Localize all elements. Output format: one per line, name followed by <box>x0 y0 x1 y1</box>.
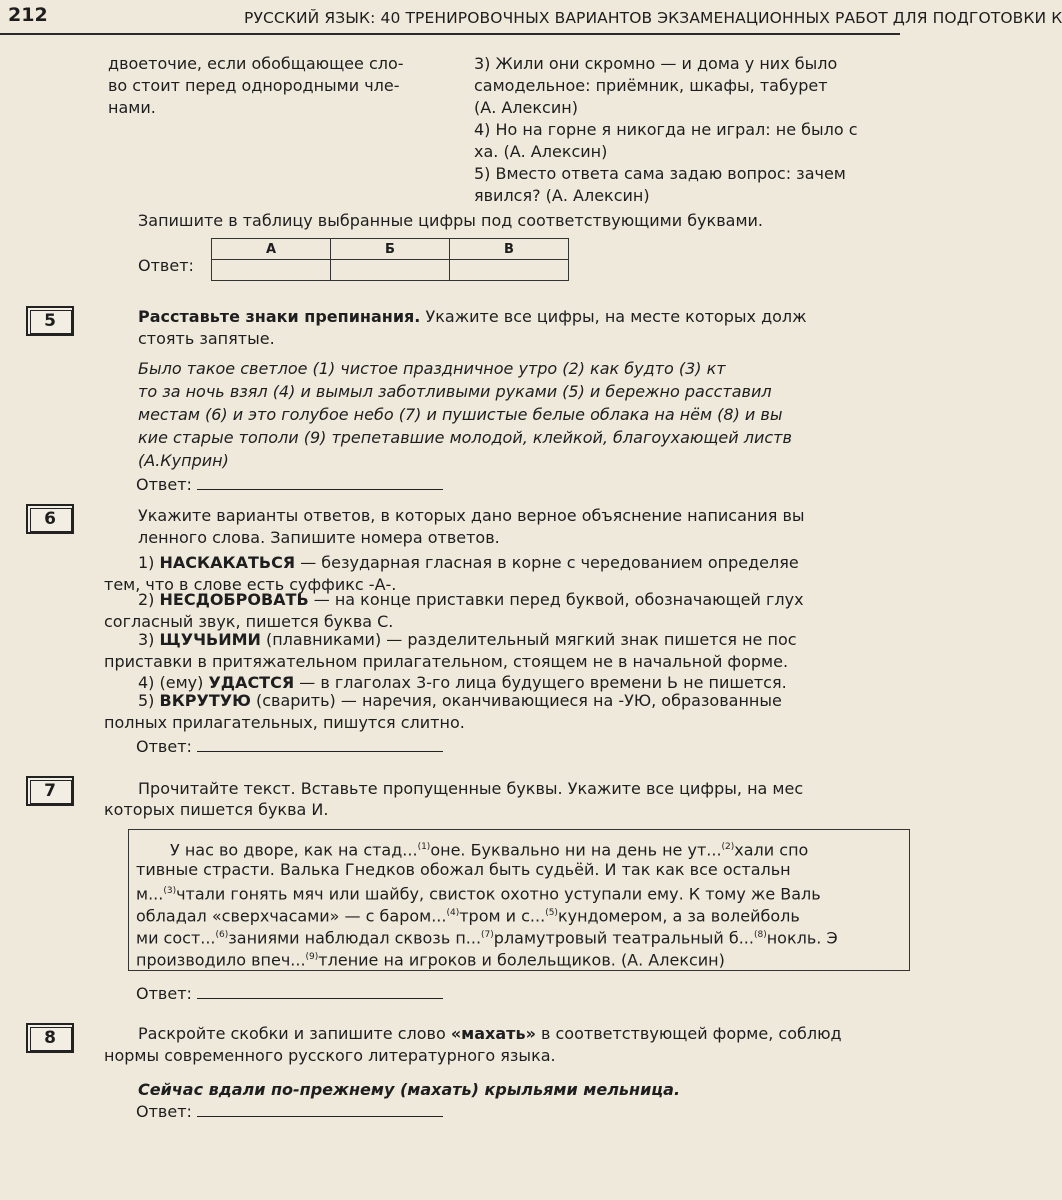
task-5-answer-label: Ответ: <box>136 475 192 494</box>
task-6-answer-label: Ответ: <box>136 737 192 756</box>
top-left-line-3: нами. <box>108 98 156 117</box>
task-6-option-1 <box>138 553 799 572</box>
page-number: 212 <box>8 4 48 26</box>
task-5-text-line-5: (А.Куприн) <box>138 451 229 470</box>
task-5-answer <box>136 475 443 494</box>
task-7-text-line-5 <box>136 926 838 947</box>
t7-gap-1: (1) <box>417 842 431 852</box>
task-6-option-5 <box>138 691 782 710</box>
t7-l4b: тром и с... <box>459 906 546 926</box>
table-header-v: В <box>450 239 569 260</box>
top-left-line-2: во стоит перед однородными чле- <box>108 76 400 95</box>
task-8-answer-field[interactable] <box>197 1102 443 1117</box>
option-1-num: 1) <box>138 553 160 572</box>
table-cell-v[interactable] <box>450 260 569 281</box>
option-1-text: — безударная гласная в корне с чередованием определяе <box>295 553 799 572</box>
option-1-word: НАСКАКАТЬСЯ <box>159 553 296 572</box>
option-3-text: (плавниками) — разделительный мягкий знак пишется не пос <box>260 630 797 649</box>
table-cell-b[interactable] <box>331 260 450 281</box>
task-5-instruction-line2: стоять запятые. <box>138 329 275 348</box>
task-5-text-line-1: Было такое светлое (1) чистое праздничное утро (2) как будто (3) кт <box>138 359 726 378</box>
top-left-line-1: двоеточие, если обобщающее сло- <box>108 54 404 73</box>
task-6-instruction-line1: Укажите варианты ответов, в которых дано верное объяснение написания вы <box>138 506 805 525</box>
task-5-text-line-2: то за ночь взял (4) и вымыл заботливыми руками (5) и бережно расставил <box>138 382 772 401</box>
table-instruction: Запишите в таблицу выбранные цифры под соответствующими буквами. <box>138 211 763 230</box>
top-right-line-5: ха. (А. Алексин) <box>474 142 608 161</box>
t7-gap-7: (7) <box>481 930 494 940</box>
task-8-instruction-b: в соответствующей форме, соблюд <box>535 1024 842 1043</box>
task-6-option-4 <box>138 673 787 692</box>
t7-l1c: хали спо <box>734 840 809 860</box>
task-6-answer <box>136 737 443 756</box>
option-2-text: — на конце приставки перед буквой, обозначающей глух <box>308 590 804 609</box>
option-5-num: 5) <box>138 691 160 710</box>
task-7-instruction-line2: которых пишется буква И. <box>104 800 329 819</box>
top-right-line-6: 5) Вместо ответа сама задаю вопрос: зачем <box>474 164 846 183</box>
t7-gap-5: (5) <box>545 908 558 918</box>
t7-gap-4: (4) <box>446 908 460 918</box>
task-8-instruction-word: «махать» <box>450 1024 536 1043</box>
task-6-option-2 <box>138 590 804 609</box>
option-3-num: 3) <box>138 630 160 649</box>
table-header-b: Б <box>331 239 450 260</box>
t7-l3b: чтали гонять мяч или шайбу, свисток охотно уступали ему. К тому же Валь <box>176 884 821 904</box>
task-5-number: 5 <box>26 306 74 336</box>
option-4-word: УДАСТСЯ <box>208 673 295 692</box>
table-header-a: А <box>212 239 331 260</box>
task-5-instruction <box>138 307 807 326</box>
t7-gap-6: (6) <box>215 930 229 940</box>
task-6-option-5-cont: полных прилагательных, пишутся слитно. <box>104 713 465 732</box>
table-cell-a[interactable] <box>212 260 331 281</box>
answer-table <box>211 238 569 281</box>
task-6-answer-field[interactable] <box>197 737 443 752</box>
t7-l1b: оне. Буквально ни на день не ут... <box>430 840 722 860</box>
task-7-text-line-4 <box>136 904 800 925</box>
task-8-instruction-line2: нормы современного русского литературного языка. <box>104 1046 556 1065</box>
task-6-option-2-cont: согласный звук, пишется буква С. <box>104 612 394 631</box>
task-6-option-1-cont: тем, что в слове есть суффикс -А-. <box>104 575 397 594</box>
top-right-line-3: (А. Алексин) <box>474 98 578 117</box>
top-right-line-1: 3) Жили они скромно — и дома у них было <box>474 54 838 73</box>
t7-l5b: заниями наблюдал сквозь п... <box>228 928 482 948</box>
task-7-text-line-6 <box>136 948 725 969</box>
top-right-line-2: самодельное: приёмник, шкафы, табурет <box>474 76 828 95</box>
t7-l5a: ми сост... <box>136 928 216 948</box>
task-5-text-line-3: местам (6) и это голубое небо (7) и пушистые белые облака на нём (8) и вы <box>138 405 783 424</box>
t7-gap-8: (8) <box>753 930 767 940</box>
task-5-instruction-bold: Расставьте знаки препинания. <box>138 307 421 326</box>
task-8-instruction <box>138 1024 842 1043</box>
task-7-answer-label: Ответ: <box>136 984 192 1003</box>
task-6-option-3-cont: приставки в притяжательном прилагательном, стоящем не в начальной форме. <box>104 652 789 671</box>
option-5-word: ВКРУТУЮ <box>159 691 251 710</box>
option-3-word: ЩУЧЬИМИ <box>159 630 261 649</box>
t7-gap-3: (3) <box>163 886 177 896</box>
t7-l4c: кундомером, а за волейболь <box>557 906 800 926</box>
task-8-sentence: Сейчас вдали по-прежнему (махать) крыльями мельница. <box>138 1080 681 1099</box>
task-8-instruction-a: Раскройте скобки и запишите слово <box>138 1024 451 1043</box>
t7-l1a: У нас во дворе, как на стад... <box>170 840 418 860</box>
t7-l6a: производило впеч... <box>136 950 306 970</box>
top-right-line-4: 4) Но на горне я никогда не играл: не было с <box>474 120 858 139</box>
task-7-answer-field[interactable] <box>197 984 443 999</box>
task-7-text-line-3 <box>136 882 821 903</box>
t7-l5d: нокль. Э <box>766 928 838 948</box>
task-8-answer-label: Ответ: <box>136 1102 192 1121</box>
top-right-line-7: явился? (А. Алексин) <box>474 186 650 205</box>
option-4-num: 4) (ему) <box>138 673 209 692</box>
book-title: РУССКИЙ ЯЗЫК: 40 ТРЕНИРОВОЧНЫХ ВАРИАНТОВ ЭКЗАМЕНАЦИОННЫХ РАБОТ ДЛЯ ПОДГОТОВКИ К <box>244 9 1062 27</box>
task-7-instruction-line1: Прочитайте текст. Вставьте пропущенные буквы. Укажите все цифры, на мес <box>138 779 804 798</box>
option-2-num: 2) <box>138 590 160 609</box>
t7-l4a: обладал «сверхчасами» — с баром... <box>136 906 447 926</box>
task-8-number: 8 <box>26 1023 74 1053</box>
task-7-number: 7 <box>26 776 74 806</box>
task-7-text-line-1 <box>170 838 808 859</box>
task-6-number: 6 <box>26 504 74 534</box>
t7-l3a: м... <box>136 884 164 904</box>
task-5-instruction-rest: Укажите все цифры, на месте которых долж <box>420 307 807 326</box>
t7-gap-9: (9) <box>305 952 319 962</box>
option-4-text: — в глаголах 3-го лица будущего времени Ь не пишется. <box>294 673 787 692</box>
task-7-text-line-2: тивные страсти. Валька Гнедков обожал быть судьёй. И так как все остальн <box>136 860 791 879</box>
option-2-word: НЕСДОБРОВАТЬ <box>159 590 309 609</box>
t7-l5c: рламутровый театральный б... <box>493 928 754 948</box>
t7-l6b: тление на игроков и болельщиков. (А. Алексин) <box>318 950 725 970</box>
task-7-answer <box>136 984 443 1003</box>
task-5-answer-field[interactable] <box>197 475 443 490</box>
t7-gap-2: (2) <box>721 842 735 852</box>
task-8-answer <box>136 1102 443 1121</box>
task-6-instruction-line2: ленного слова. Запишите номера ответов. <box>138 528 500 547</box>
header-rule <box>0 33 900 35</box>
table-answer-label: Ответ: <box>138 256 194 275</box>
task-6-option-3 <box>138 630 797 649</box>
task-5-text-line-4: кие старые тополи (9) трепетавшие молодой, клейкой, благоухающей листв <box>138 428 792 447</box>
page-header <box>0 0 1062 36</box>
option-5-text: (сварить) — наречия, оканчивающиеся на -УЮ, образованные <box>250 691 782 710</box>
